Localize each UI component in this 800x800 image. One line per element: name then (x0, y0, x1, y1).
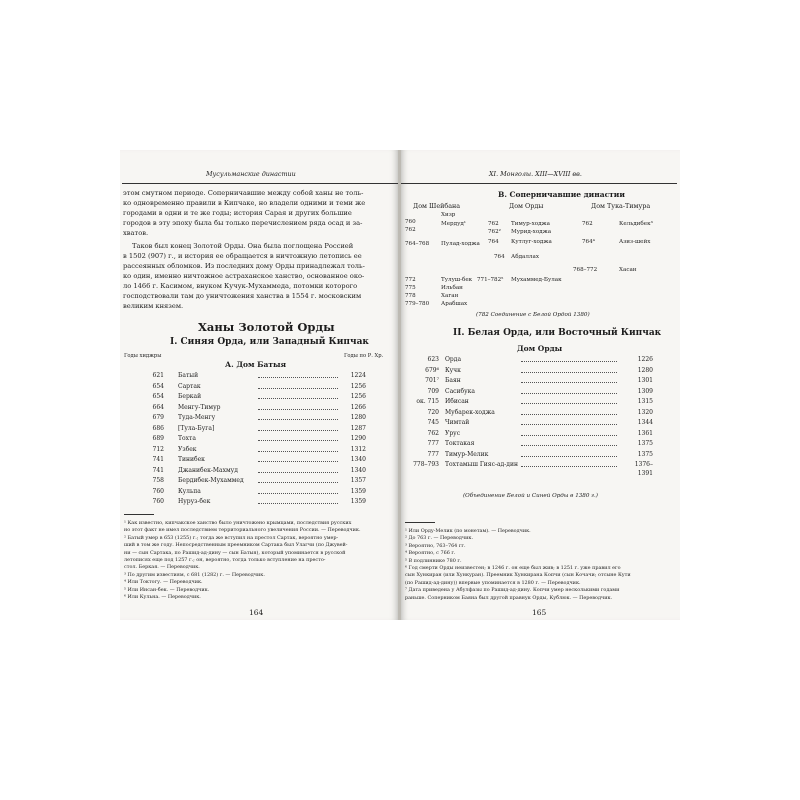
paragraph-line: великим князем. (123, 302, 184, 310)
ad-year: 1312 (350, 445, 366, 453)
footnote-line: ⁶ Или Кульна. — Переводчик. (124, 594, 201, 600)
ad-year: 1375 (637, 450, 653, 458)
hijri-year: 654 (152, 382, 164, 390)
hijri-year: 741 (152, 456, 164, 463)
leader-dots (521, 360, 617, 362)
leader-dots (258, 492, 338, 494)
ruler-name: Чимтай (445, 419, 470, 426)
ad-year: 1280 (637, 366, 653, 374)
ruler-name: Тохта (178, 435, 196, 442)
dyn-cell: 764 (494, 254, 505, 260)
ruler-row (120, 466, 398, 475)
leader-dots (258, 376, 338, 378)
ad-year: 1359 (350, 498, 366, 505)
ad-year: 1280 (350, 414, 366, 421)
ad-year: 1320 (637, 408, 653, 416)
ruler-name: Беркай (178, 393, 202, 400)
dyn-cell: Тулуш-бек (441, 277, 473, 283)
ruler-row (120, 455, 398, 464)
leader-dots (258, 387, 338, 389)
footnote-line: ³ Вероятно, 763–764 гг. (405, 542, 466, 549)
ruler-row (401, 418, 679, 427)
footnote-line: ¹ Или Орду-Мелик (по монетам). — Переводчик. (405, 528, 531, 534)
dyn-cell: Азиз-шейх (619, 239, 651, 245)
dyn-cell: 772 (405, 277, 416, 283)
hijri-year: 778–793 (413, 461, 439, 468)
footnote-line: стол. Беркая. — Переводчик. (124, 564, 200, 571)
leader-dots (258, 471, 338, 473)
footnote-line: ⁷ Дата приведена у Абулфазы по Рашид-ад-дину. Копчи умер несколькими годами (405, 587, 620, 594)
leader-dots (521, 455, 617, 457)
dyn-cell: Мурид-ходжа (511, 229, 552, 235)
ruler-row (401, 387, 679, 396)
ruler-row (401, 408, 679, 417)
dyn-cell: 760 (405, 219, 416, 225)
ruler-name: Батый (178, 372, 199, 379)
left-header-rule (122, 183, 398, 184)
leader-dots (258, 397, 338, 399)
hijri-year: 760 (152, 498, 164, 505)
hijri-year: 654 (152, 393, 164, 400)
ad-year: 1309 (637, 387, 653, 395)
hijri-year: 701⁷ (425, 377, 439, 384)
dyn-cell: Мердуд¹ (441, 221, 467, 227)
ad-year: 1301 (637, 377, 653, 384)
dyn-cell: Арабшах (441, 301, 468, 307)
ruler-name: Узбек (178, 445, 197, 453)
ruler-name: Урус (445, 429, 461, 437)
leader-dots (521, 434, 617, 436)
dyn-cell: Хизр (441, 212, 456, 218)
hijri-year: 741 (152, 466, 164, 474)
ad-year: 1376–1391 (634, 461, 653, 477)
right-header-rule (401, 183, 677, 184)
dyn-cell: 762² (488, 229, 501, 235)
right-page (401, 150, 680, 620)
ad-year: 1357 (350, 477, 366, 484)
ruler-name: Джанибек-Махмуд (178, 466, 238, 474)
ruler-row (120, 392, 398, 401)
ad-year: 1266 (350, 403, 366, 411)
left-page (120, 150, 398, 620)
footnote-rule (405, 522, 435, 523)
dynasty-footer-note: (782 Соединение с Белой Ордой 1380) (476, 312, 590, 318)
ad-year: 1340 (350, 466, 366, 474)
left-running-head: Мусульманские династии (206, 170, 296, 178)
ruler-row (120, 497, 398, 506)
subsection-title: I. Синяя Орда, или Западный Кипчак (170, 337, 369, 347)
hijri-year: 679⁶ (425, 366, 439, 374)
footnote-line: раньше. Соперником Баяна был другой правнук Орды, Кублюк. — Переводчик. (405, 594, 613, 601)
hijri-year: 777 (427, 450, 439, 458)
footnote-line: ² Батый умер в 653 (1255) г.; тогда же вступил на престол Сартак, вероятно умер- (124, 534, 339, 541)
ruler-name: Менгу-Тимур (178, 403, 221, 411)
page-number: 165 (532, 608, 547, 617)
paragraph-line: господствовали там до уничтожения ханства в 1554 г. московским (123, 292, 362, 300)
leader-dots (258, 408, 338, 410)
footnote-line: ¹ Как известно, кипчакское ханство было уничтожено крымцами, последствия русских (124, 520, 352, 526)
paragraph-line: рассеянных обломков. Из последних дому Орды принадлежал толь- (123, 262, 365, 270)
paragraph-line: ко одновременно правили в Кипчаке, но владели одними и теми же (123, 199, 366, 207)
ruler-name: Тимур-Мелик (445, 450, 489, 458)
ruler-row (120, 445, 398, 454)
hijri-year: 760 (152, 487, 164, 495)
dyn-cell: 764⁴ (582, 239, 595, 245)
footnote-line: ший в том же году. Непосредственным преемником Сартака был Улагчи (по Джувей- (124, 542, 348, 549)
footnote-line: ⁵ Или Инсан-бек. — Переводчик. (124, 586, 210, 593)
ruler-row (120, 424, 398, 433)
hijri-year: 777 (427, 440, 439, 447)
paragraph-line: этом смутном периоде. Соперничавшие между собой ханы не толь- (123, 189, 364, 197)
paragraph-line: городов в эту эпоху была бы только перечислением ряда осад и за- (123, 219, 363, 227)
footnote-line: ² До 763 г. — Переводчик. (405, 535, 473, 542)
leader-dots (258, 460, 338, 462)
subsection-title: II. Белая Орда, или Восточный Кипчак (453, 328, 662, 338)
ad-year: 1361 (637, 429, 653, 437)
ruler-row (120, 434, 398, 443)
ad-year: 1340 (350, 456, 366, 463)
ruler-name: Токтакая (445, 440, 475, 447)
dynasty-header-tuka-timur: Дом Тука-Тимура (591, 202, 651, 210)
ruler-name: Орда (445, 356, 462, 363)
footnote-rule (124, 514, 154, 515)
dyn-cell: Кутлуг-ходжа (511, 239, 552, 245)
dyn-cell: Мухаммед-Булак (511, 277, 562, 283)
paragraph-line: городами в одни и те же годы; история Сарая и других большие (123, 209, 352, 217)
hijri-year: 621 (152, 372, 164, 379)
dyn-cell: Хаган (441, 293, 459, 299)
ruler-row (120, 487, 398, 496)
hijri-year: 664 (152, 403, 164, 411)
dyn-cell: 768–772 (573, 267, 598, 273)
ruler-name: Сасибука (445, 387, 475, 395)
dyn-cell: 779–780 (405, 301, 430, 307)
dyn-cell: 771–782⁵ (477, 277, 504, 283)
dynasty-header-shaiban: Дом Шейбана (413, 202, 461, 210)
footnote-line: сын Хункиран (или Хункуран). Преемник Хункирана Копчи (сын Кочачи; отсыне Кути (405, 572, 631, 579)
hijri-year: 679 (152, 414, 164, 421)
ruler-name: [Тула-Буга] (178, 424, 215, 432)
ruler-row (401, 450, 679, 459)
dyn-cell: 775 (405, 285, 416, 291)
dyn-cell: 762 (488, 221, 499, 227)
leader-dots (258, 429, 338, 431)
paragraph-line: ко один, именно ничтожное астраханское ханство, основанное око- (123, 272, 365, 280)
dyn-cell: Хасан (619, 267, 637, 273)
footnote-line: ³ По другим известиям, с 681 (1282) г. — Переводчик. (124, 571, 265, 578)
leader-dots (258, 418, 338, 420)
section-title: Ханы Золотой Орды (198, 320, 335, 334)
ruler-row (120, 382, 398, 391)
hijri-year: 745 (427, 419, 439, 426)
leader-dots (521, 465, 617, 467)
ad-year: 1226 (637, 356, 653, 363)
hijri-year: 686 (152, 424, 164, 432)
dyn-cell: 762 (405, 227, 416, 233)
hijri-year: 689 (152, 435, 164, 442)
column-label-hijri: Годы хиджры (124, 353, 162, 359)
ruler-name: Нуруз-бек (178, 498, 211, 505)
footnote-line: ⁵ В подлиннике 780 г. (405, 557, 462, 564)
leader-dots (521, 402, 617, 404)
leader-dots (521, 381, 617, 383)
ruler-name: Кульпа (178, 487, 201, 495)
page-number: 164 (249, 608, 264, 617)
ruler-name: Туда-Менгу (178, 414, 216, 421)
ruler-name: Бердибек-Мухаммед (178, 477, 244, 484)
leader-dots (521, 423, 617, 425)
dyn-cell: 764 (488, 239, 499, 245)
ruler-name: Баян (445, 377, 461, 384)
ruler-name: Кучк (445, 366, 461, 374)
house-title: А. Дом Батыя (225, 360, 287, 369)
ruler-name: Тинибек (178, 456, 205, 463)
paragraph-line: Таков был конец Золотой Орды. Она была поглощена Россией (132, 242, 354, 250)
footnote-line: но этот факт не имел последствием территориального увеличения России. — Переводчик. (124, 527, 361, 534)
ruler-row (401, 355, 679, 364)
hijri-year: 758 (152, 477, 164, 484)
footnote-line: ⁶ Год смерти Орды неизвестен; в 1246 г. он еще был жив; в 1251 г. уже правил его (405, 565, 621, 571)
dyn-cell: 764–768 (405, 241, 430, 247)
dyn-cell: Пулад-ходжа (441, 241, 480, 247)
ruler-row (401, 439, 679, 448)
ruler-row (401, 366, 679, 375)
footnote-line: летописях еще под 1257 г.; он, вероятно, тогда только вступление на престо- (124, 557, 326, 563)
ad-year: 1290 (350, 435, 366, 442)
ruler-name: Ибисан (445, 398, 469, 405)
paragraph-line: в 1502 (907) г., и история ее обращается в ничтожную летопись ее (123, 252, 362, 260)
house-title: Дом Орды (517, 344, 563, 353)
ruler-name: Мубарек-ходжа (445, 408, 495, 416)
hijri-year: 720 (427, 408, 439, 416)
ruler-row (120, 413, 398, 422)
ad-year: 1315 (637, 398, 653, 405)
leader-dots (258, 481, 338, 483)
dyn-cell: Ильбан (441, 285, 463, 291)
rivals-title: В. Соперничавшие династии (498, 190, 625, 199)
footnote-line: ни — сын Сартака, по Рашид-ад-дину — сын Батыя), который упоминается в русской (124, 549, 346, 556)
leader-dots (521, 371, 617, 373)
book-spread (120, 150, 680, 620)
leader-dots (521, 413, 617, 415)
dyn-cell: 778 (405, 293, 416, 299)
ad-year: 1224 (350, 372, 366, 379)
ad-year: 1359 (350, 487, 366, 495)
dyn-cell: 762 (582, 221, 593, 227)
footnote-line: ⁴ Или Токтогу. — Переводчик. (124, 579, 203, 586)
hijri-year: 623 (427, 356, 439, 363)
ruler-row (401, 429, 679, 438)
ruler-row (120, 403, 398, 412)
dyn-cell: Абдаллах (511, 254, 539, 260)
dyn-cell: Кельдибек³ (619, 221, 653, 227)
ruler-row (401, 376, 679, 385)
footnote-line: (по Рашид-ад-дину)) впервые упоминается в 1280 г. — Переводчик. (405, 579, 581, 586)
ad-year: 1256 (350, 393, 366, 400)
hijri-year: 762 (427, 429, 439, 437)
leader-dots (258, 502, 338, 504)
footnote-line: ⁴ Вероятно, с 766 г. (405, 550, 456, 557)
leader-dots (521, 444, 617, 446)
hijri-year: 712 (152, 445, 164, 453)
leader-dots (258, 439, 338, 441)
union-note: (Объединение Белой и Синей Орды в 1380 г.) (463, 493, 598, 499)
ruler-row (401, 397, 679, 406)
ad-year: 1344 (637, 419, 653, 426)
leader-dots (521, 392, 617, 394)
ruler-name: Сартак (178, 382, 201, 390)
ruler-row (120, 476, 398, 485)
ruler-row (401, 460, 679, 477)
dyn-cell: Тимур-ходжа (511, 221, 551, 227)
ad-year: 1287 (350, 424, 366, 432)
leader-dots (258, 450, 338, 452)
ruler-name: Тохтамыш Гияс-ад-дин (445, 461, 518, 468)
hijri-year: 709 (427, 387, 439, 395)
ruler-row (120, 371, 398, 380)
dynasty-header-orda: Дом Орды (509, 202, 544, 210)
column-label-ad: Годы по Р. Хр. (344, 353, 384, 359)
ad-year: 1256 (350, 382, 366, 390)
hijri-year: ок. 715 (416, 398, 439, 405)
paragraph-line: хватов. (123, 229, 149, 237)
paragraph-line: ло 1466 г. Касимом, внуком Кучук-Мухаммеда, потомки которого (123, 282, 358, 290)
right-running-head: XI. Монголы. XIII—XVIII вв. (489, 170, 582, 178)
ad-year: 1375 (637, 440, 653, 447)
